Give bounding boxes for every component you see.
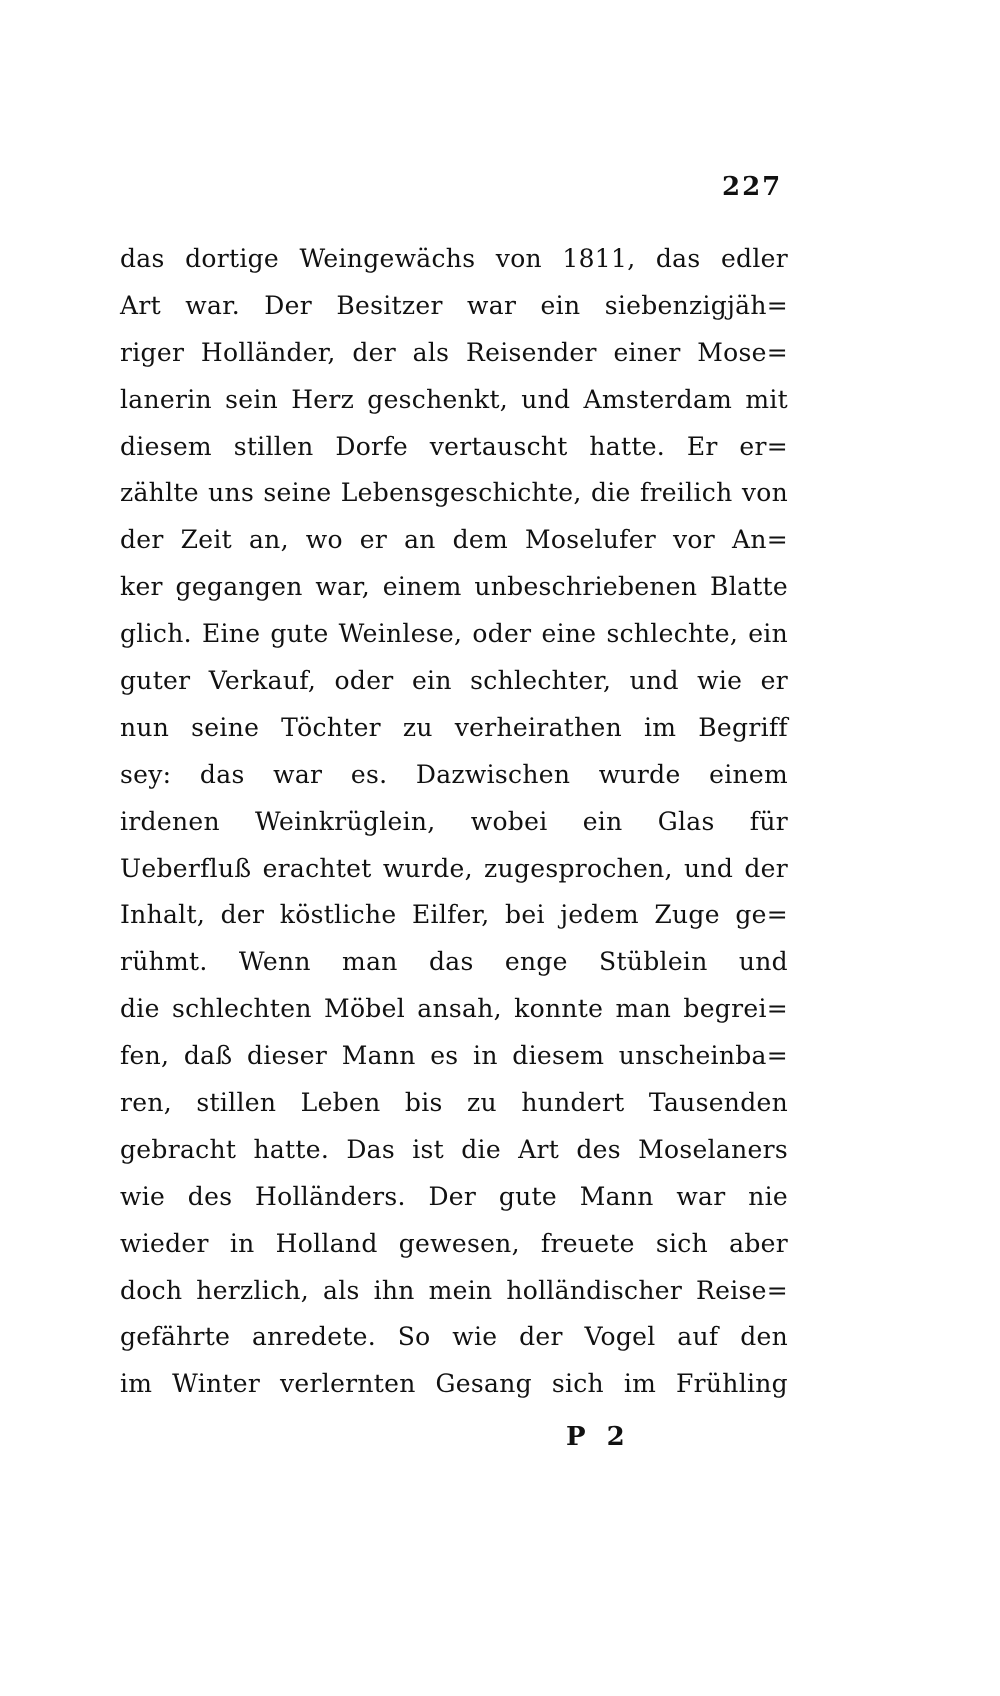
text-line: das dortige Weingewächs von 1811, das edler (120, 244, 788, 273)
text-line: zählte uns seine Lebensgeschichte, die freilich von (120, 478, 788, 508)
text-line: ker gegangen war, einem unbeschriebenen Blatte (120, 572, 788, 602)
text-line: ren, stillen Leben bis zu hundert Tausenden (120, 1088, 788, 1118)
text-line: die schlechten Möbel ansah, konnte man begrei= (120, 994, 788, 1024)
text-line: gebracht hatte. Das ist die Art des Moselaners (120, 1134, 788, 1164)
text-line: doch herzlich, als ihn mein holländischer Reise= (120, 1275, 788, 1305)
text-line: fen, daß dieser Mann es in diesem unscheinba= (120, 1041, 788, 1071)
text-line: diesem stillen Dorfe vertauscht hatte. Er er= (120, 431, 788, 461)
text-line: im Winter verlernten Gesang sich im Frühling (120, 1369, 788, 1399)
text-line: gefährte anredete. So wie der Vogel auf den (120, 1322, 788, 1352)
text-line: guter Verkauf, oder ein schlechter, und wie er (120, 666, 788, 696)
text-line: glich. Eine gute Weinlese, oder eine schlechte, ein (120, 619, 788, 649)
text-line: der Zeit an, wo er an dem Moselufer vor An= (120, 525, 788, 555)
text-line: nun seine Töchter zu verheirathen im Begriff (120, 712, 788, 742)
text-line: irdenen Weinkrüglein, wobei ein Glas für (120, 806, 788, 836)
text-line: riger Holländer, der als Reisender einer Mose= (120, 337, 788, 367)
text-line: Inhalt, der köstliche Eilfer, bei jedem Zuge ge= (120, 900, 788, 930)
body-text (120, 236, 788, 1408)
signature-mark: P 2 (566, 1422, 631, 1452)
text-line: Art war. Der Besitzer war ein siebenzigjäh= (120, 290, 788, 320)
text-line: lanerin sein Herz geschenkt, und Amsterdam mit (120, 384, 788, 414)
text-line: Ueberfluß erachtet wurde, zugesprochen, und der (120, 853, 788, 883)
page-number: 227 (722, 172, 783, 202)
text-line: rühmt. Wenn man das enge Stüblein und (120, 947, 788, 977)
text-line: wieder in Holland gewesen, freuete sich aber (120, 1228, 788, 1258)
text-line: wie des Holländers. Der gute Mann war nie (120, 1181, 788, 1211)
text-line: sey: das war es. Dazwischen wurde einem (120, 759, 788, 789)
